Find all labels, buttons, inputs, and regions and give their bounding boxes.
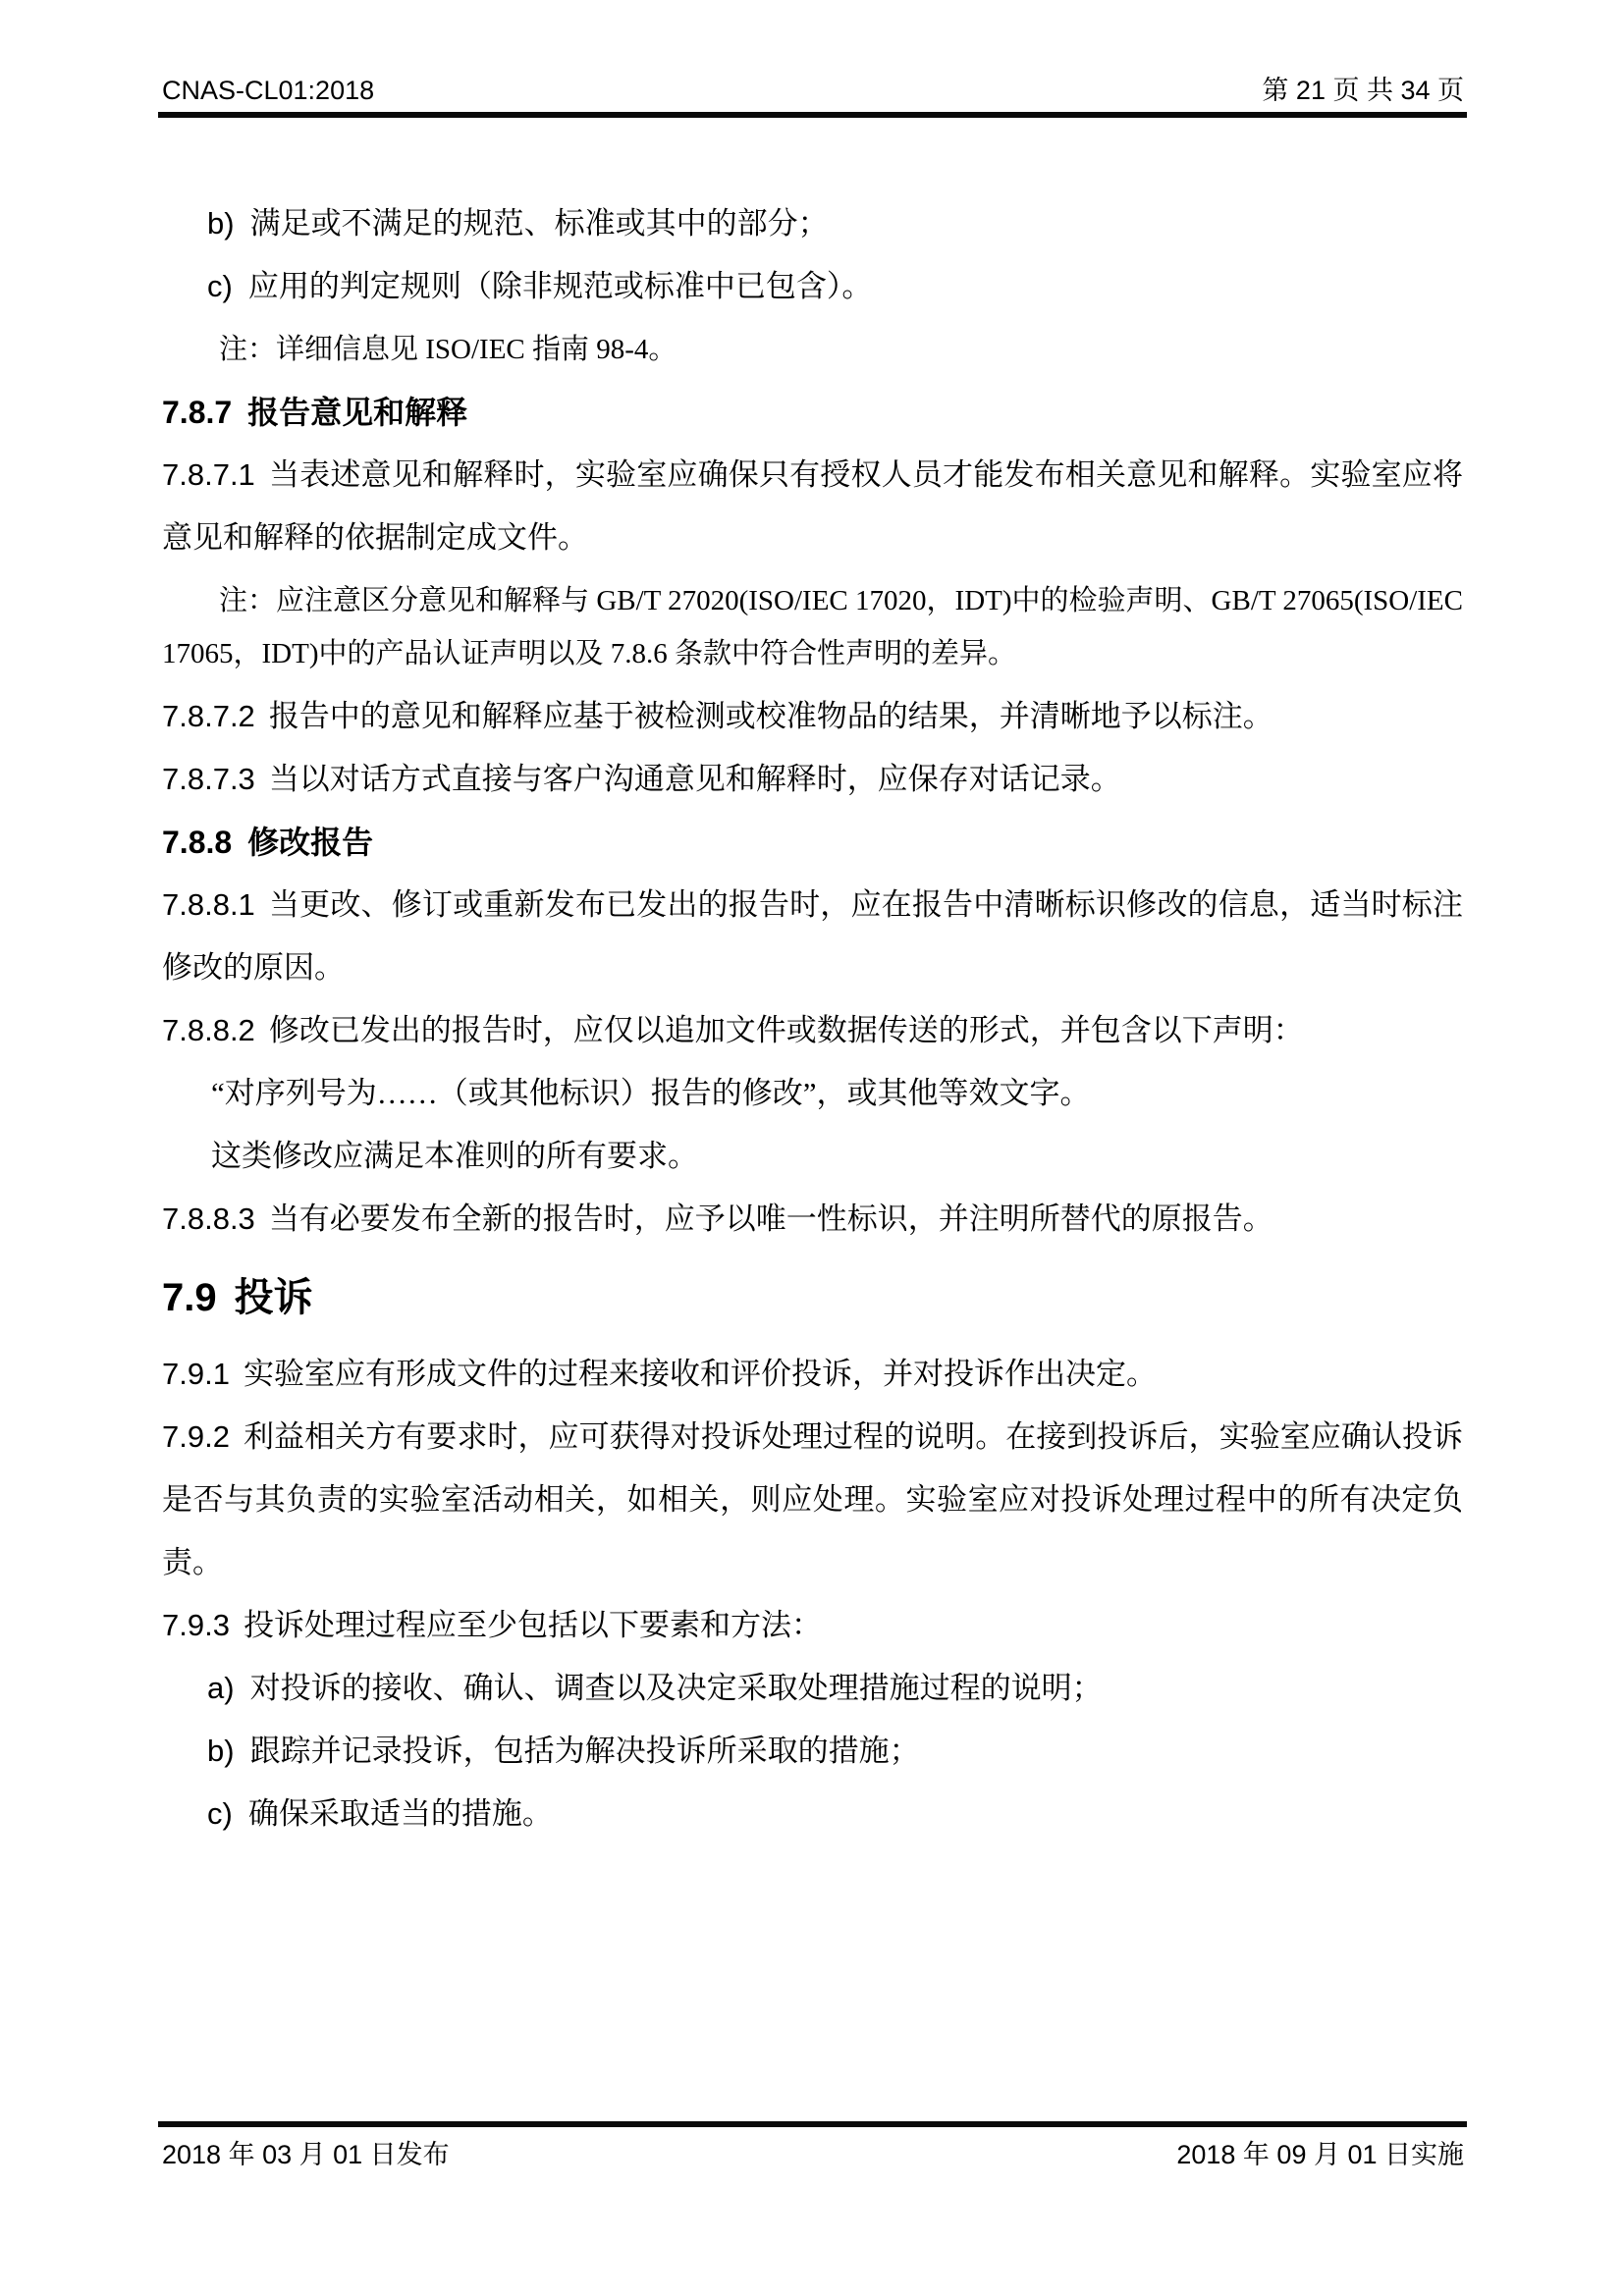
clause-text: 修改已发出的报告时，应仅以追加文件或数据传送的形式，并包含以下声明： (268, 1013, 1304, 1047)
section-title: 修改报告 (247, 825, 374, 860)
clause-paragraph (162, 1343, 1463, 1406)
list-item (162, 1720, 1463, 1783)
list-item (162, 1657, 1463, 1720)
clause-text: 实验室应有形成文件的过程来接收和评价投诉，并对投诉作出决定。 (243, 1357, 1157, 1391)
list-item-label: a) (207, 1671, 235, 1705)
clause-paragraph (162, 748, 1463, 811)
list-item (162, 1783, 1463, 1845)
clause-number: 7.9.2 (162, 1419, 230, 1454)
statement-example-text: “对序列号为……（或其他标识）报告的修改”，或其他等效文字。 (211, 1076, 1091, 1110)
list-item-label: c) (207, 1796, 233, 1831)
section-number: 7.8.7 (162, 395, 233, 430)
list-item-label: c) (207, 269, 233, 303)
page-header (162, 75, 1464, 106)
clause-paragraph (162, 999, 1463, 1062)
document-body (162, 192, 1463, 1845)
list-item (162, 255, 1463, 318)
list-item-text: 确保采取适当的措施。 (247, 1796, 553, 1831)
implementation-date: 2018 年 09 月 01 日实施 (1176, 2140, 1464, 2169)
clause-text: 当以对话方式直接与客户沟通意见和解释时，应保存对话记录。 (268, 762, 1121, 796)
clause-number: 7.8.8.1 (162, 887, 255, 922)
page-footer (162, 2138, 1464, 2171)
clause-number: 7.9.3 (162, 1608, 230, 1642)
clause-number: 7.8.7.3 (162, 762, 255, 796)
footer-divider (158, 2121, 1467, 2127)
clause-number: 7.9.1 (162, 1357, 230, 1391)
clause-paragraph (162, 1188, 1463, 1251)
list-item-text: 应用的判定规则（除非规范或标准中已包含）。 (247, 269, 873, 303)
section-heading-7-8-8 (162, 811, 1463, 874)
clause-text: 投诉处理过程应至少包括以下要素和方法： (243, 1608, 822, 1642)
statement-requirement-text: 这类修改应满足本准则的所有要求。 (211, 1139, 698, 1173)
clause-number: 7.8.7.2 (162, 699, 255, 733)
clause-paragraph (162, 685, 1463, 748)
clause-number: 7.8.8.3 (162, 1201, 255, 1236)
clause-text: 当表述意见和解释时，实验室应确保只有授权人员才能发布相关意见和解释。实验室应将意见和解释的依据制定成文件。 (162, 457, 1463, 555)
clause-paragraph (162, 874, 1463, 999)
list-item-label: b) (207, 206, 235, 240)
clause-text: 当有必要发布全新的报告时，应予以唯一性标识，并注明所替代的原报告。 (268, 1201, 1273, 1236)
section-heading-7-9 (162, 1256, 1463, 1339)
document-code: CNAS-CL01:2018 (162, 76, 375, 105)
section-number: 7.8.8 (162, 825, 233, 860)
header-divider (158, 112, 1467, 118)
clause-paragraph (162, 444, 1463, 569)
clause-paragraph (162, 1594, 1463, 1657)
note-paragraph: 注：详细信息见 ISO/IEC 指南 98-4。 (219, 334, 677, 365)
list-item-text: 满足或不满足的规范、标准或其中的部分； (249, 206, 829, 240)
section-title: 投诉 (234, 1275, 313, 1319)
section-heading-7-8-7 (162, 381, 1463, 444)
list-item (162, 192, 1463, 255)
clause-number: 7.8.7.1 (162, 457, 255, 492)
list-item-label: b) (207, 1734, 235, 1768)
clause-paragraph (162, 1406, 1463, 1594)
release-date: 2018 年 03 月 01 日发布 (162, 2140, 450, 2169)
clause-number: 7.8.8.2 (162, 1013, 255, 1047)
section-number: 7.9 (162, 1276, 217, 1319)
section-title: 报告意见和解释 (247, 395, 468, 430)
clause-text: 利益相关方有要求时，应可获得对投诉处理过程的说明。在接到投诉后，实验室应确认投诉是否与其负责的实验室活动相关，如相关，则应处理。实验室应对投诉处理过程中的所有决定负责。 (162, 1419, 1463, 1579)
list-item-text: 对投诉的接收、确认、调查以及决定采取处理措施过程的说明； (249, 1671, 1103, 1705)
page-number-info: 第 21 页 共 34 页 (1262, 76, 1464, 105)
note-paragraph: 注：应注意区分意见和解释与 GB/T 27020(ISO/IEC 17020，IDT)中的检验声明、GB/T 27065(ISO/IEC 17065，IDT)中的产品认证声明以及 7.8.6 条款中符合性声明的差异。 (162, 585, 1463, 669)
clause-text: 报告中的意见和解释应基于被检测或校准物品的结果，并清晰地予以标注。 (268, 699, 1273, 733)
clause-text: 当更改、修订或重新发布已发出的报告时，应在报告中清晰标识修改的信息，适当时标注修改的原因。 (162, 887, 1463, 985)
list-item-text: 跟踪并记录投诉，包括为解决投诉所采取的措施； (249, 1734, 920, 1768)
